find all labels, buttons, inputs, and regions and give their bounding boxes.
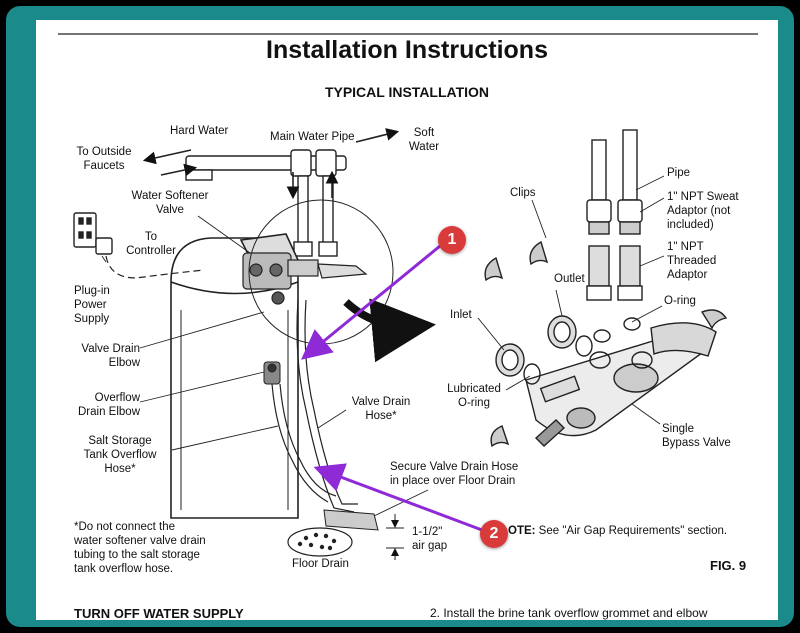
label-clips: Clips xyxy=(510,187,536,199)
label-water-softener-valve: Water Softener Valve xyxy=(131,190,209,216)
floor-drain xyxy=(288,528,352,556)
manual-page xyxy=(36,20,778,620)
page-subtitle: TYPICAL INSTALLATION xyxy=(324,84,490,100)
overflow-elbow xyxy=(264,362,280,384)
label-plugin-power-supply: Plug-in Power Supply xyxy=(74,285,110,325)
label-valve-drain-hose: Valve Drain Hose* xyxy=(351,396,411,422)
label-air-gap: 1-1/2" air gap xyxy=(412,526,448,552)
label-inlet: Inlet xyxy=(450,309,472,321)
label-to-outside-faucets: To Outside Faucets xyxy=(76,146,132,172)
label-sweat-adaptor: 1" NPT Sweat Adaptor (not included) xyxy=(667,191,739,231)
label-single-bypass-valve: Single Bypass Valve xyxy=(662,423,731,449)
note-air-gap: OTE: See "Air Gap Requirements" section. xyxy=(508,525,728,537)
label-valve-drain-elbow: Valve Drain Elbow xyxy=(81,343,140,369)
label-main-water-pipe: Main Water Pipe xyxy=(270,131,355,143)
label-o-ring: O-ring xyxy=(664,295,696,307)
label-soft-water: Soft Water xyxy=(408,127,440,153)
label-overflow-drain-elbow: Overflow Drain Elbow xyxy=(78,392,140,418)
wall-outlet xyxy=(74,213,112,254)
page-title: Installation Instructions xyxy=(266,36,548,64)
label-salt-storage-hose: Salt Storage Tank Overflow Hose* xyxy=(83,435,157,475)
section-heading-turn-off-water: TURN OFF WATER SUPPLY xyxy=(74,606,244,620)
label-secure-hose: Secure Valve Drain Hose in place over Floor Drain xyxy=(390,461,519,487)
label-lubricated-o-ring: Lubricated O-ring xyxy=(447,383,501,409)
figure-label: FIG. 9 xyxy=(710,558,747,573)
label-threaded-adaptor: 1" NPT Threaded Adaptor xyxy=(667,241,717,281)
footnote: *Do not connect the water softener valve drain tubing to the salt storage tank overflow hose. xyxy=(74,521,206,575)
annotation-marker-2: 2 xyxy=(480,520,508,548)
annotation-marker-1: 1 xyxy=(438,226,466,254)
label-pipe: Pipe xyxy=(667,167,691,179)
hose-clamp xyxy=(324,510,378,530)
label-floor-drain: Floor Drain xyxy=(292,558,349,570)
label-to-controller: To Controller xyxy=(126,231,176,257)
step-2-text: 2. Install the brine tank overflow grommet and elbow xyxy=(430,606,708,620)
label-hard-water: Hard Water xyxy=(170,125,229,137)
air-gap-dimension xyxy=(386,514,404,560)
teal-border xyxy=(6,6,794,627)
label-outlet: Outlet xyxy=(554,273,585,285)
